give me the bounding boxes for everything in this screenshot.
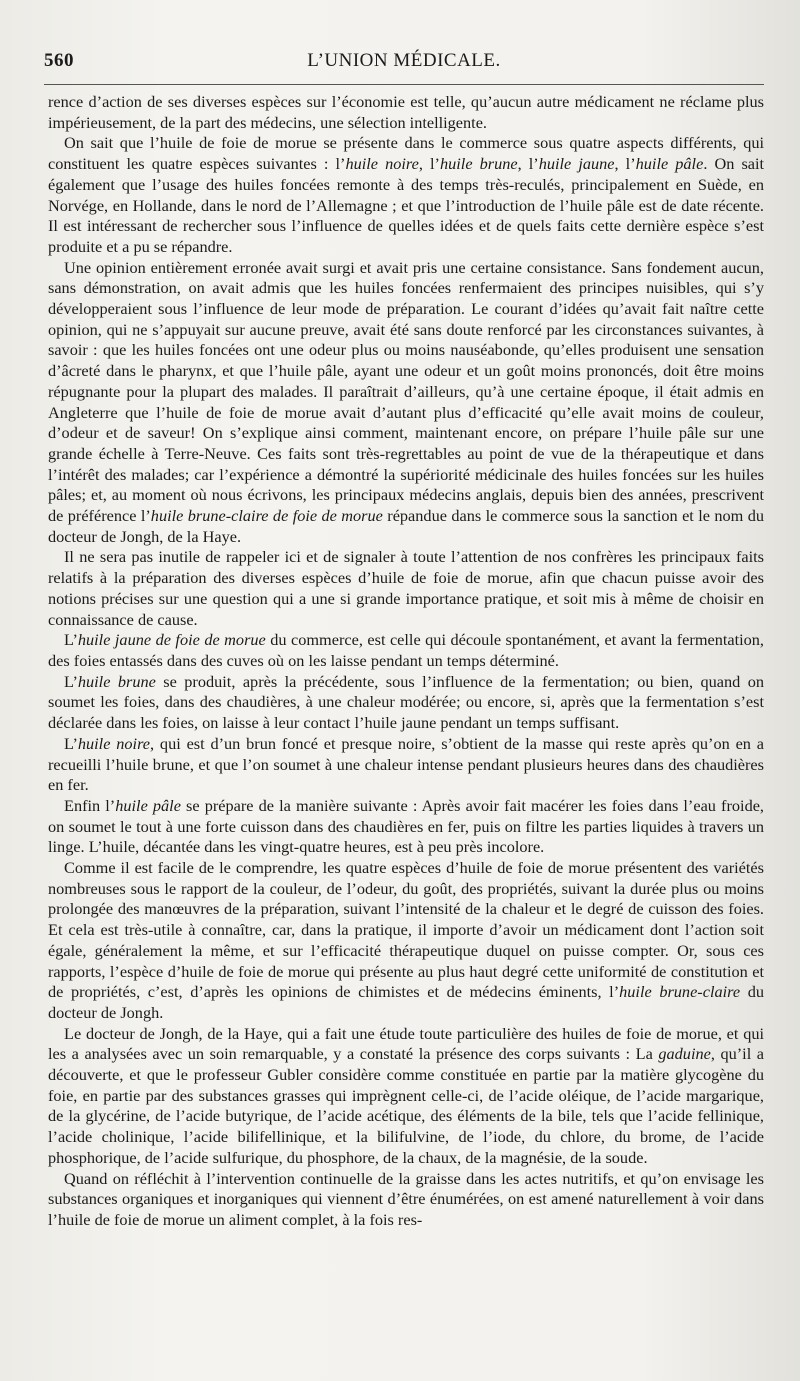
- text-run: L’: [64, 671, 78, 691]
- paragraph: [48, 630, 764, 671]
- text-run: . On sait également que l’usage des huiles foncées remonte à des temps très-reculés, principalement en Suède, en Norvége, en Hollande, dans le nord de l’Allemagne ; et que l’introduction de l’huile pâle est de date récente. Il est intéressant de rechercher sous l’influence de quelles idées et de quels faits cette dernière espèce s’est produite et a pu se répandre.: [48, 154, 765, 256]
- article-body: [48, 92, 764, 1231]
- italic-text: gaduine: [658, 1044, 711, 1064]
- text-run: du commerce, est celle qui découle spontanément, et avant la fermentation, des foies entassés dans des cuves où on les laisse pendant un temps déterminé.: [48, 630, 765, 670]
- page-number: 560: [44, 50, 74, 71]
- italic-text: huile pâle: [635, 154, 704, 174]
- italic-text: huile noire: [345, 154, 419, 174]
- text-run: du docteur de Jongh.: [48, 982, 764, 1022]
- paragraph: [48, 672, 764, 734]
- italic-text: huile noire: [77, 733, 151, 753]
- text-run: Enfin l’: [64, 795, 116, 815]
- running-title: L’UNION MÉDICALE.: [307, 50, 501, 71]
- text-run: Le docteur de Jongh, de la Haye, qui a fait une étude toute particulière des huiles de foie de morue, et qui les a analysées avec un soin remarquable, y a constaté la présence des corps suivants : La: [48, 1023, 764, 1064]
- text-run: se prépare de la manière suivante : Après avoir fait macérer les foies dans l’eau froide, on soumet le tout à une forte cuisson dans des chaudières en fer, puis on filtre les parties liquides à travers un linge. L’huile, décantée dans les vingt-quatre heures, est à peu près incolore.: [48, 795, 765, 857]
- paragraph: [48, 92, 764, 133]
- header-rule: [44, 84, 764, 85]
- text-run: , qu’il a découverte, et que le professeur Gubler considère comme constituée en partie par la matière glycogène du foie, en partie par des substances grasses qui imprègnent celle-ci, de l’acide oléique, de l’acide margarique, de la glycérine, de l’acide butyrique, de l’acide acétique, des éléments de la bile, tels que l’acide fellinique, l’acide cholinique, l’acide bilifellinique, et la bilifulvine, de l’iode, du chlore, du brome, de l’acide phosphorique, de l’acide sulfurique, du phosphore, de la chaux, de la magnésie, de la soude.: [48, 1044, 765, 1167]
- page-header: [44, 44, 764, 78]
- text-run: , qui est d’un brun foncé et presque noire, s’obtient de la masse qui reste après qu’on en a recueilli l’huile brune, et que l’on soumet à une chaleur intense pendant plusieurs heures dans des chaudières en fer.: [48, 733, 765, 795]
- paragraph: [48, 547, 764, 630]
- text-run: , l’: [418, 154, 440, 174]
- italic-text: huile jaune: [538, 154, 615, 174]
- text-run: se produit, après la précédente, sous l’influence de la fermentation; ou bien, quand on soumet les foies, dans des chaudières, à une chaleur modérée; ou encore, si, après que la fermentation s’est déclarée dans les foies, on laisse à leur contact l’huile jaune pendant un temps suffisant.: [48, 671, 765, 733]
- text-run: Il ne sera pas inutile de rappeler ici et de signaler à toute l’attention de nos confrères les principaux faits relatifs à la préparation des diverses espèces d’huile de foie de morue, afin que chacun puisse avoir des notions précises sur une question qui a une si grande importance pratique, et soit mis à même de choisir en connaissance de cause.: [48, 547, 764, 629]
- italic-text: huile brune: [439, 154, 518, 174]
- text-run: répandue dans le commerce sous la sanction et le nom du docteur de Jongh, de la Haye.: [48, 506, 764, 546]
- text-run: L’: [64, 733, 78, 753]
- text-run: rence d’action de ses diverses espèces sur l’économie est telle, qu’aucun autre médicament ne réclame plus impérieusement, de la part des médecins, une sélection intelligente.: [48, 92, 764, 132]
- paragraph: [48, 1024, 764, 1169]
- text-run: , l’: [614, 154, 636, 174]
- italic-text: huile brune: [77, 671, 156, 691]
- text-run: Quand on réfléchit à l’intervention continuelle de la graisse dans les actes nutritifs, et qu’on envisage les substances organiques et inorganiques qui viennent d’être énumérées, on est amené naturellement à voir dans l’huile de foie de morue un aliment complet, à la fois res-: [48, 1168, 764, 1229]
- paragraph: [48, 734, 764, 796]
- paragraph: [48, 1169, 764, 1231]
- paragraph: [48, 133, 764, 257]
- text-run: , l’: [517, 154, 539, 174]
- text-run: On sait que l’huile de foie de morue se présente dans le commerce sous quatre aspects différents, qui constituent les quatre espèces suivantes : l’: [48, 133, 764, 174]
- italic-text: huile brune-claire: [619, 982, 741, 1002]
- italic-text: huile brune-claire de foie de morue: [150, 506, 383, 526]
- text-run: L’: [64, 630, 78, 650]
- italic-text: huile pâle: [115, 795, 181, 815]
- paragraph: [48, 796, 764, 858]
- italic-text: huile jaune de foie de morue: [77, 630, 266, 650]
- text-run: Une opinion entièrement erronée avait surgi et avait pris une certaine consistance. Sans fondement aucun, sans démonstration, on avait admis que les huiles foncées renfermaient des principes nuisibles, qui s’y développeraient sous l’influence de leur mode de préparation. Le courant d’idées qu’avait fait naître cette opinion, qui ne s’appuyait sur aucune preuve, avait été sans doute renforcé par les circonstances suivantes, à savoir : que les huiles foncées ont une odeur plus ou moins nauséabonde, qu’elles produisent une sensation d’âcreté dans le pharynx, et que l’huile pâle, ayant une odeur et un goût moins prononcés, doit être moins répugnante pour la plupart des malades. Il paraîtrait d’ailleurs, qu’à une certaine époque, il était admis en Angleterre que l’huile de foie de morue avait d’autant plus d’efficacité qu’elle avait moins de couleur, d’odeur et de saveur! On s’explique ainsi comment, maintenant encore, on prépare l’huile pâle sur une grande échelle à Terre-Neuve. Ces faits sont très-regrettables au point de vue de la thérapeutique et dans l’intérêt des malades; car l’expérience a démontré la supériorité médicinale des huiles foncées sur les huiles pâles; et, au moment où nous écrivons, les principaux médecins anglais, depuis bien des années, prescrivent de préférence l’: [48, 257, 764, 526]
- text-run: Comme il est facile de le comprendre, les quatre espèces d’huile de foie de morue présentent des variétés nombreuses sous le rapport de la couleur, de l’odeur, du goût, des propriétés, suivant la durée plus ou moins prolongée des manœuvres de la préparation, suivant l’intensité de la chaleur et le degré de cuisson des foies. Et cela est très-utile à connaître, car, dans la pratique, il importe d’avoir un médicament dont l’action soit égale, généralement la même, et sur l’efficacité thérapeutique duquel on puisse compter. Or, sous ces rapports, l’espèce d’huile de foie de morue qui présente au plus haut degré cette uniformité de constitution et de propriétés, c’est, d’après les opinions de chimistes et de médecins éminents, l’: [48, 858, 764, 1002]
- paragraph: [48, 258, 764, 548]
- paragraph: [48, 858, 764, 1024]
